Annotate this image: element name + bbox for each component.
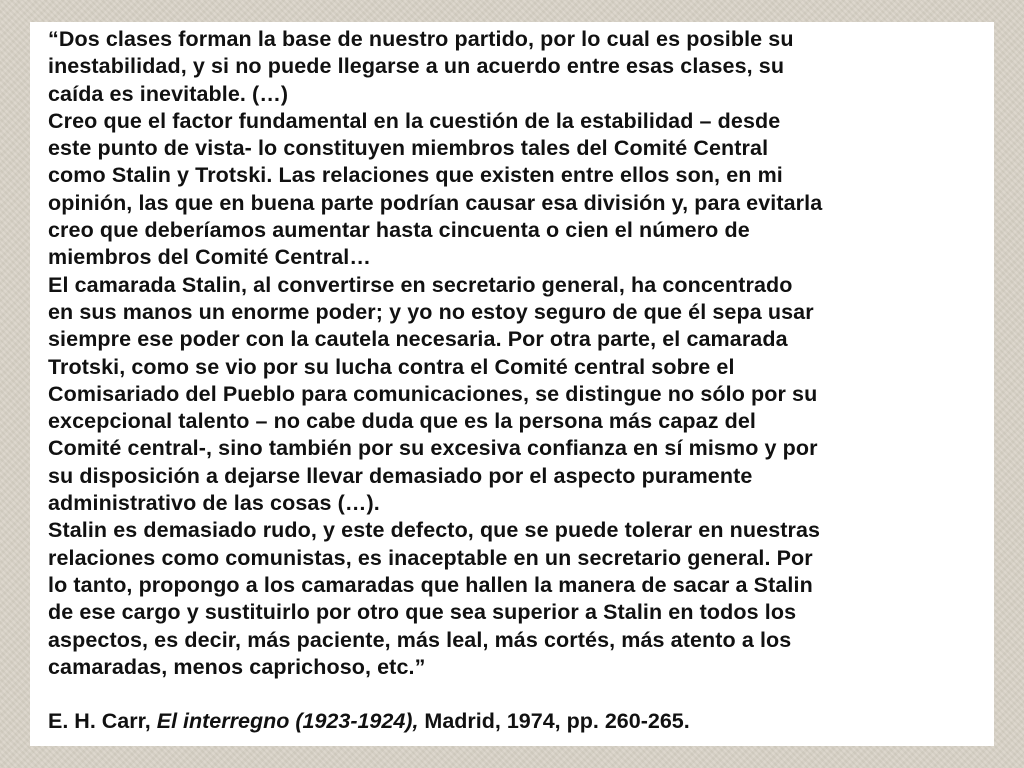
quote-line: como Stalin y Trotski. Las relaciones que existen entre ellos son, en mi xyxy=(48,163,783,188)
quote-line: aspectos, es decir, más paciente, más leal, más cortés, más atento a los xyxy=(48,627,792,652)
source-citation xyxy=(48,708,994,735)
quote-line: este punto de vista- lo constituyen miembros tales del Comité Central xyxy=(48,136,769,161)
quote-line: su disposición a dejarse llevar demasiado por el aspecto puramente xyxy=(48,463,753,488)
quote-line: Trotski, como se vio por su lucha contra el Comité central sobre el xyxy=(48,354,735,379)
quote-line: Stalin es demasiado rudo, y este defecto, que se puede tolerar en nuestras xyxy=(48,518,821,543)
quote-line: de ese cargo y sustituirlo por otro que sea superior a Stalin en todos los xyxy=(48,600,797,625)
citation-title: El interregno (1923-1924), xyxy=(156,709,419,734)
quote-line: administrativo de las cosas (…). xyxy=(48,491,380,516)
quote-line: miembros del Comité Central… xyxy=(48,245,371,270)
quote-line: “Dos clases forman la base de nuestro partido, por lo cual es posible su xyxy=(48,27,794,51)
quote-line: Comisariado del Pueblo para comunicaciones, se distingue no sólo por su xyxy=(48,381,818,406)
quote-line: Comité central-, sino también por su excesiva confianza en sí mismo y por xyxy=(48,436,818,461)
document-page xyxy=(30,22,994,746)
citation-details: Madrid, 1974, pp. 260-265. xyxy=(424,709,690,734)
citation-author: E. H. Carr, xyxy=(48,709,151,734)
quote-line: Creo que el factor fundamental en la cuestión de la estabilidad – desde xyxy=(48,108,781,133)
quote-line: lo tanto, propongo a los camaradas que hallen la manera de sacar a Stalin xyxy=(48,572,813,597)
quote-line: opinión, las que en buena parte podrían causar esa división y, para evitarla xyxy=(48,190,823,215)
quote-line: relaciones como comunistas, es inaceptable en un secretario general. Por xyxy=(48,545,813,570)
quote-line: siempre ese poder con la cautela necesaria. Por otra parte, el camarada xyxy=(48,327,788,352)
quote-line: caída es inevitable. (…) xyxy=(48,81,289,106)
quote-line: inestabilidad, y si no puede llegarse a un acuerdo entre esas clases, su xyxy=(48,54,785,79)
quote-line: en sus manos un enorme poder; y yo no estoy seguro de que él sepa usar xyxy=(48,299,814,324)
quote-line: El camarada Stalin, al convertirse en secretario general, ha concentrado xyxy=(48,272,793,297)
quote-line: camaradas, menos caprichoso, etc.” xyxy=(48,654,426,679)
lenin-testament-quote xyxy=(48,26,994,681)
quote-line: excepcional talento – no cabe duda que es la persona más capaz del xyxy=(48,409,756,434)
quote-line: creo que deberíamos aumentar hasta cincuenta o cien el número de xyxy=(48,218,750,243)
